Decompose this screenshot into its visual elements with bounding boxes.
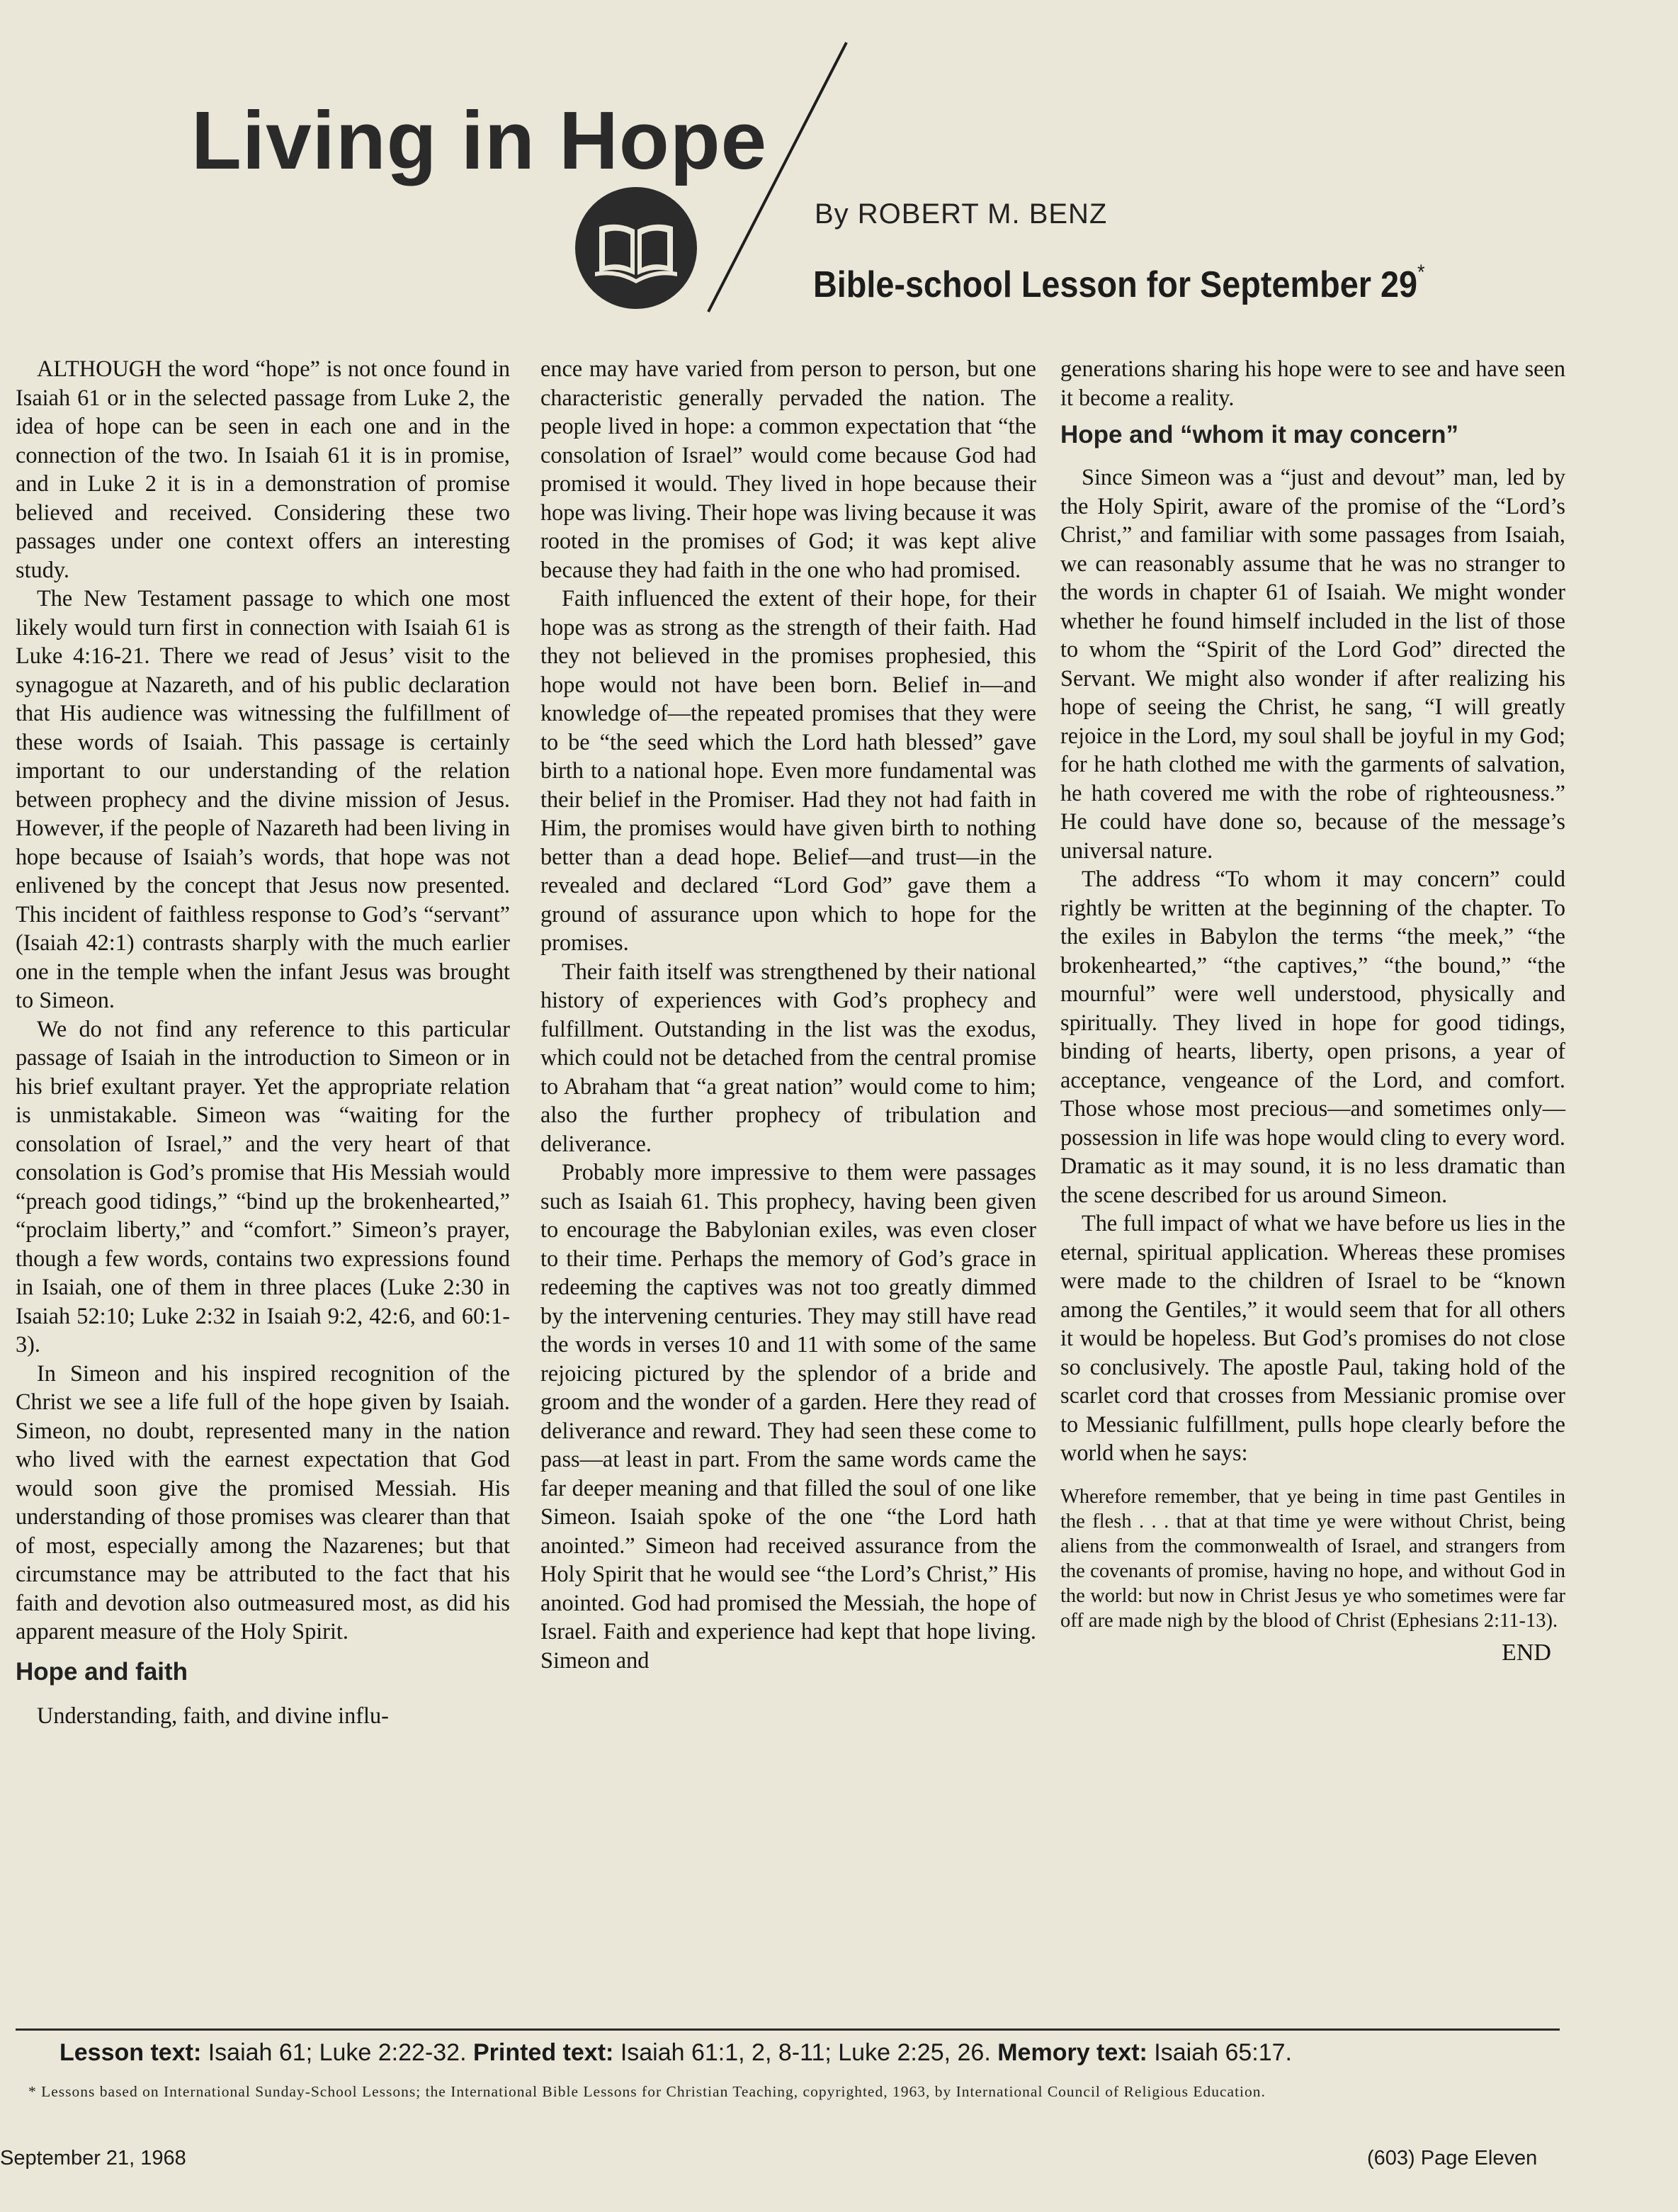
memory-text-value: Isaiah 65:17. [1154, 2039, 1292, 2066]
paragraph: The address “To whom it may concern” could rightly be written at the beginning of the chapter. To the exiles in Babylon the terms “the meek,” “the brokenhearted,” “the captives,” “the bound,” “the mournful” were well understood, physically and spiritually. They lived in hope for good tidings, binding of hearts, liberty, open prisons, a year of acceptance, vengeance of the Lord, and comfort. Those whose most precious—and sometimes only—possession in life was hope would cling to every word. Dramatic as it may sound, it is no less dramatic than the scene described for us around Simeon. [1060, 866, 1565, 1207]
scripture-quote: Wherefore remember, that ye being in time past Gentiles in the flesh . . . that at that time ye were without Christ, being aliens from the commonwealth of Israel, and strangers from the covenants of promise, having no hope, and without God in the world: but now in Christ Jesus ye who sometimes were far off are made nigh by the blood of Christ (Ephesians 2:11-13). [1060, 1485, 1565, 1632]
lesson-subtitle-text: Bible-school Lesson for September 29 [813, 264, 1418, 305]
issue-date: September 21, 1968 [0, 2147, 186, 2169]
section-heading: Hope and “whom it may concern” [1060, 421, 1459, 448]
paragraph: Faith influenced the extent of their hope, for their hope was as strong as the strength of their faith. Had they not believed in the promises prophesied, this hope would not have been born. Belief in—and knowledge of—the repeated promises that they were to be “the seed which the Lord hath blessed” gave birth to a national hope. Even more fundamental was their belief in the Promiser. Had they not had faith in Him, the promises would have given birth to nothing better than a dead hope. Belief—and trust—in the revealed and declared “Lord God” gave them a ground of assurance upon which to hope for the promises. [540, 585, 1036, 955]
paragraph: The full impact of what we have before us lies in the eternal, spiritual application. Whereas these promises were made to the children of Israel to be “known among the Gentiles,” it would seem that for all others it would be hopeless. But God’s promises do not close so conclusively. The apostle Paul, taking hold of the scarlet cord that crosses from Messianic promise over to Messianic fulfillment, pulls hope clearly before the world when he says: [1060, 1210, 1565, 1465]
page-number: (603) Page Eleven [1367, 2147, 1538, 2169]
paragraph: ALTHOUGH the word “hope” is not once found in Isaiah 61 or in the selected passage from Luke 2, the idea of hope can be seen in each one and in the connection of the two. In Isaiah 61 it is in promise, and in Luke 2 it is in a demonstration of promise believed and received. Considering these two passages under one context offers an interesting study. [16, 356, 510, 582]
memory-text-label: Memory text: [997, 2039, 1147, 2066]
paragraph: Probably more impressive to them were passages such as Isaiah 61. This prophecy, having been given to encourage the Babylonian exiles, was even closer to their time. Perhaps the memory of God’s grace in redeeming the captives was not too greatly dimmed by the intervening centuries. They may still have read the words in verses 10 and 11 with some of the same rejoicing pictured by the splendor of a bride and groom and the wonder of a garden. Here they read of deliverance and reward. They had seen these come to pass—at least in part. From the same words came the far deeper meaning and that filled the soul of one like Simeon. Isaiah spoke of the one “the Lord hath anointed.” Simeon had received assurance from the Holy Spirit that he would see “the Lord’s Christ,” His anointed. God had promised the Messiah, the hope of Israel. Faith and experience had kept that hope living. Simeon and [540, 1159, 1036, 1673]
author-byline: By ROBERT M. BENZ [815, 198, 1108, 230]
paragraph: generations sharing his hope were to see and have seen it become a reality. [1060, 356, 1565, 410]
article-column-2 [540, 354, 1036, 1674]
section-heading: Hope and faith [16, 1657, 188, 1686]
paragraph: The New Testament passage to which one most likely would turn first in connection with Isaiah 61 is Luke 4:16-21. There we read of Jesus’ visit to the synagogue at Nazareth, and of his public declaration that His audience was witnessing the fulfillment of these words of Isaiah. This passage is certainly important to our understanding of the relation between prophecy and the divine mission of Jesus. However, if the people of Nazareth had been living in hope because of Isaiah’s words, that hope was not enlivened by the concept that Jesus now presented. This incident of faithless response to God’s “servant” (Isaiah 42:1) contrasts sharply with the much earlier one in the temple when the infant Jesus was brought to Simeon. [16, 585, 510, 1012]
paragraph: ence may have varied from person to person, but one characteristic generally pervaded the nation. The people lived in hope: a common expectation that “the consolation of Israel” would come because God had promised it would. They lived in hope because their hope was living. Their hope was living because it was rooted in the promises of God; it was kept alive because they had faith in the one who had promised. [540, 356, 1036, 582]
article-title: Living in Hope [191, 94, 768, 186]
lesson-text-value: Isaiah 61; Luke 2:22-32. [208, 2039, 467, 2066]
end-mark: END [1502, 1639, 1551, 1666]
paragraph: Their faith itself was strengthened by their national history of experiences with God’s prophecy and fulfillment. Outstanding in the list was the exodus, which could not be detached from the central promise to Abraham that “a great nation” would come to him; also the further prophecy of tribulation and deliverance. [540, 958, 1036, 1156]
open-book-icon [574, 186, 698, 310]
paragraph: Understanding, faith, and divine influ- [37, 1702, 389, 1728]
paragraph: We do not find any reference to this particular passage of Isaiah in the introduction to Simeon or in his brief exultant prayer. Yet the appropriate relation is unmistakable. Simeon was “waiting for the consolation of Israel,” and the very heart of that consolation is God’s promise that His Messiah would “preach good tidings,” “bind up the brokenhearted,” “proclaim liberty,” and “comfort.” Simeon’s prayer, though a few words, contains two expressions found in Isaiah, one of them in three places (Luke 2:30 in Isaiah 52:10; Luke 2:32 in Isaiah 9:2, 42:6, and 60:1-3). [16, 1015, 510, 1357]
paragraph: In Simeon and his inspired recognition of the Christ we see a life full of the hope given by Isaiah. Simeon, no doubt, represented many in the nation who lived with the earnest expectation that God would soon give the promised Messiah. His understanding of those promises was clearer than that of most, especially among the Nazarenes; but that circumstance may be attributed to the fact that his faith and devotion also outmeasured most, as did his apparent measure of the Holy Spirit. [16, 1360, 510, 1644]
paragraph: Since Simeon was a “just and devout” man, led by the Holy Spirit, aware of the promise of the “Lord’s Christ,” and familiar with some passages from Isaiah, we can reasonably assume that he was no stranger to the words in chapter 61 of Isaiah. We might wonder whether he found himself included in the list of those to whom the “Spirit of the Lord God” directed the Servant. We might also wonder if after realizing his hope of seeing the Christ, he sang, “I will greatly rejoice in the Lord, my soul shall be joyful in my God; for he hath clothed me with the garments of salvation, he hath covered me with the robe of righteousness.” He could have done so, because of the message’s universal nature. [1060, 464, 1565, 863]
lesson-text-label: Lesson text: [59, 2039, 202, 2066]
article-column-3 [1060, 354, 1565, 1667]
copyright-footnote: * Lessons based on International Sunday-School Lessons; the International Bible Lessons for Christian Teaching, copyrighted, 1963, by International Council of Religious Education. [28, 2083, 1266, 2100]
article-column-1 [16, 354, 510, 1729]
printed-text-label: Printed text: [473, 2039, 614, 2066]
lesson-subtitle [813, 261, 1425, 306]
footer-rule [16, 2028, 1560, 2031]
footnote-marker: * [1417, 261, 1425, 284]
printed-text-value: Isaiah 61:1, 2, 8-11; Luke 2:25, 26. [620, 2039, 991, 2066]
lesson-references [59, 2039, 1292, 2067]
